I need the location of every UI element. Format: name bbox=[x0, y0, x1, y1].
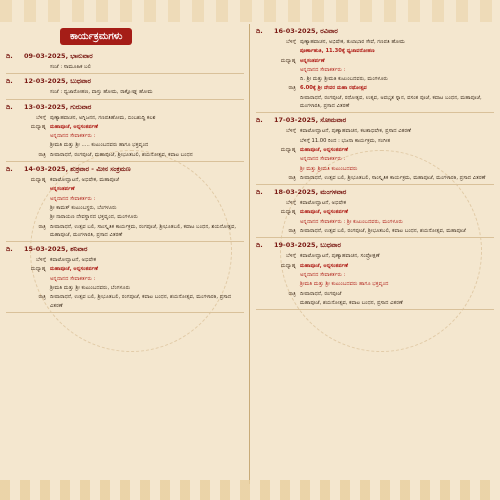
event-description: ಕವಾಟೋದ್ಘಾಟನೆ, ಅಭಿಷೇಕ, ಮಹಾಪೂಜೆ bbox=[50, 177, 120, 184]
schedule-date bbox=[256, 241, 494, 250]
event-description: ಶ್ರೀಮತಿ ಮತ್ತು ಶ್ರೀ ..... ಕುಟುಂಬದವರು ಹಾಗೂ ಭಕ್ತವೃಂದ bbox=[50, 142, 149, 149]
schedule-row bbox=[6, 63, 244, 71]
time-of-day-label bbox=[6, 88, 50, 96]
schedule-row bbox=[256, 146, 494, 154]
schedule-row bbox=[256, 94, 494, 111]
date-prefix: ದಿ. bbox=[6, 165, 13, 174]
schedule-date bbox=[6, 165, 244, 174]
time-of-day-label bbox=[6, 284, 50, 292]
section-rule bbox=[6, 241, 244, 242]
event-description: ಅನ್ನದಾನದ ಸೇವಾಕರ್ತರು : bbox=[300, 271, 346, 278]
event-description: ಶ್ರೀ ಕಾಮತ್ ಕುಟುಂಬಸ್ಥರು, ಬೆಂಗಳೂರು bbox=[50, 204, 117, 211]
time-of-day-label bbox=[6, 204, 50, 212]
event-description: ದೀಪಾರಾಧನೆ, ರಂಗಪೂಜೆ, ಮಹಾಪೂಜೆ, ಶ್ರೀಭೂತಬಲಿ, ಶಯನೋತ್ಸವ, ಕವಾಟ ಬಂಧನ bbox=[50, 151, 193, 158]
time-of-day-label: ಮಧ್ಯಾಹ್ನ bbox=[280, 209, 296, 216]
schedule-row bbox=[6, 88, 244, 96]
event-description: ಕವಾಟೋದ್ಘಾಟನೆ, ಅಭಿಷೇಕ bbox=[300, 200, 347, 207]
section-rule bbox=[6, 312, 244, 313]
event-description: ದೀಪಾರಾಧನೆ, ಉತ್ಸವ ಬಲಿ, ಶ್ರೀಭೂತಬಲಿ, ಸಾಂಸ್ಕೃತಿಕ ಕಾರ್ಯಕ್ರಮ, ಮಹಾಪೂಜೆ, ಮಂಗಳಾರತಿ, ಪ್ರಸಾದ ವಿತರಣೆ bbox=[300, 174, 486, 181]
event-description: ಅನ್ನದಾನದ ಸೇವಾಕರ್ತರು : bbox=[50, 195, 96, 202]
time-of-day-label: ಬೆಳಿಗ್ಗೆ bbox=[36, 114, 46, 121]
event-description: ಮಹಾಪೂಜೆ, ಅನ್ನಸಂತರ್ಪಣೆ bbox=[300, 146, 349, 153]
schedule-row bbox=[6, 293, 244, 310]
schedule-row bbox=[6, 265, 244, 273]
bottom-ornament-band bbox=[0, 480, 500, 500]
event-description: ಶ್ರೀ ಮತ್ತು ಶ್ರೀಮತಿ ಕುಟುಂಬದವರು bbox=[300, 165, 358, 172]
time-of-day-label: ಬೆಳಿಗ್ಗೆ bbox=[286, 128, 296, 135]
section-rule bbox=[256, 309, 494, 310]
schedule-row bbox=[6, 141, 244, 149]
schedule-row bbox=[6, 123, 244, 131]
event-description: ದೀಪಾರಾಧನೆ, ರಂಗಪೂಜೆ bbox=[300, 290, 342, 297]
schedule-row bbox=[256, 262, 494, 270]
event-description: 6.00ಕ್ಕೆ ಶ್ರೀ ದೇವರ ಮಹಾ ರಥೋತ್ಸವ bbox=[300, 85, 367, 92]
time-of-day-label: ಮಧ್ಯಾಹ್ನ bbox=[30, 177, 46, 184]
event-description: ಸಂಜೆ : ಸಾಮೂಹಿಕ ಬಲಿ bbox=[50, 64, 91, 70]
date-prefix: ದಿ. bbox=[6, 102, 13, 111]
date-text: 13-03-2025, ಗುರುವಾರ bbox=[24, 102, 92, 111]
schedule-row bbox=[6, 223, 244, 240]
schedule-row bbox=[256, 47, 494, 55]
event-description: ಮಹಾಪೂಜೆ, ಅನ್ನಸಂತರ್ಪಣೆ bbox=[50, 266, 99, 273]
schedule-date bbox=[6, 52, 244, 61]
event-description: ಕವಾಟೋದ್ಘಾಟನೆ, ಪುಣ್ಯಾಹವಾಚನ, ಕಲಶಾಭಿಷೇಕ, ಪ್ರಸಾದ ವಿತರಣೆ bbox=[300, 128, 411, 135]
schedule-row bbox=[256, 174, 494, 182]
event-description: ಪೂರ್ಣಾಹುತಿ, 11.30ಕ್ಕೆ ಧ್ವಜಾವರೋಹಣ bbox=[300, 48, 375, 55]
event-description: ಕವಾಟೋದ್ಘಾಟನೆ, ಪುಣ್ಯಾಹವಾಚನ, ಸಂಪ್ರೋಕ್ಷಣೆ bbox=[300, 253, 380, 260]
date-text: 14-03-2025, ಶುಕ್ರವಾರ - ಮೀನ ಸಂಕ್ರಮಣ bbox=[24, 165, 131, 174]
event-description: ಮಹಾಪೂಜೆ, ಅನ್ನಸಂತರ್ಪಣೆ bbox=[300, 262, 349, 269]
schedule-row bbox=[6, 185, 244, 193]
section-rule bbox=[6, 161, 244, 162]
section-rule bbox=[256, 184, 494, 185]
schedule-row bbox=[6, 151, 244, 159]
event-description: ಮಹಾಪೂಜೆ, ಅನ್ನಸಂತರ್ಪಣೆ bbox=[50, 123, 99, 130]
time-of-day-label: ಬೆಳಿಗ್ಗೆ bbox=[36, 257, 46, 264]
event-description: ಪುಣ್ಯಾಹವಾಚನ, ಅಗ್ನಿಜನನ, ಗಣಪತಿಹೋಮ, ಬಿಂಬಶುದ್ಧಿ ಕಲಶ bbox=[50, 114, 156, 121]
event-description: ಮಹಾಪೂಜೆ, ಅನ್ನಸಂತರ್ಪಣೆ bbox=[300, 209, 349, 216]
event-description: ದೀಪಾರಾಧನೆ, ರಂಗಪೂಜೆ, ರಥೋತ್ಸವ, ಉತ್ಸವ, ಅವಭೃತ ಸ್ನಾನ, ವಸಂತ ಪೂಜೆ, ಕವಾಟ ಬಂಧನ, ಮಹಾಪೂಜೆ, ಮಂಗಳಾರತಿ, ಪ್ರಸಾದ ವಿತರಣೆ bbox=[300, 94, 482, 110]
schedule-row bbox=[256, 299, 494, 307]
event-description: ದೀಪಾರಾಧನೆ, ಉತ್ಸವ ಬಲಿ, ಸಾಂಸ್ಕೃತಿಕ ಕಾರ್ಯಕ್ರಮ, ರಂಗಪೂಜೆ, ಶ್ರೀಭೂತಬಲಿ, ಕವಾಟ ಬಂಧನ, ಶಯನೋತ್ಸವ, ಮಹಾಪೂಜೆ, ಮಂಗಳಾರತಿ, ಪ್ರಸಾದ ವಿತರಣೆ bbox=[50, 223, 237, 238]
event-description: ಕವಾಟೋದ್ಘಾಟನೆ, ಅಭಿಷೇಕ bbox=[50, 257, 97, 264]
event-description: ಶ್ರೀಮತಿ ಮತ್ತು ಶ್ರೀ ಕುಟುಂಬದವರು ಹಾಗೂ ಭಕ್ತವೃಂದ bbox=[300, 281, 389, 288]
date-prefix: ದಿ. bbox=[256, 188, 263, 197]
event-description: ಬೆಳಿಗ್ಗೆ 11.00 ರಿಂದ : ಭಜನಾ ಕಾರ್ಯಕ್ರಮ, ಸಂಗೀತ bbox=[300, 137, 391, 144]
date-prefix: ದಿ. bbox=[256, 116, 263, 125]
schedule-row bbox=[6, 213, 244, 221]
event-description: ದೀಪಾರಾಧನೆ, ಉತ್ಸವ ಬಲಿ, ಶ್ರೀಭೂತಬಲಿ, ರಂಗಪೂಜೆ, ಕವಾಟ ಬಂಧನ, ಶಯನೋತ್ಸವ, ಮಂಗಳಾರತಿ, ಪ್ರಸಾದ ವಿತರಣೆ bbox=[50, 294, 232, 309]
schedule-row bbox=[256, 252, 494, 260]
time-of-day-label: ರಾತ್ರಿ bbox=[288, 174, 296, 181]
schedule-row bbox=[256, 66, 494, 74]
time-of-day-label bbox=[256, 94, 300, 111]
schedule-row bbox=[256, 227, 494, 235]
time-of-day-label: ಮಧ್ಯಾಹ್ನ bbox=[280, 57, 296, 64]
time-of-day-label: ರಾತ್ರಿ bbox=[288, 228, 296, 235]
schedule-row bbox=[6, 195, 244, 203]
top-ornament-band bbox=[0, 0, 500, 22]
time-of-day-label bbox=[6, 141, 50, 149]
schedule-row bbox=[6, 132, 244, 140]
time-of-day-label: ಬೆಳಿಗ್ಗೆ bbox=[286, 253, 296, 260]
schedule-row bbox=[256, 127, 494, 135]
time-of-day-label bbox=[6, 213, 50, 221]
schedule-date bbox=[256, 27, 494, 36]
time-of-day-label bbox=[256, 280, 300, 288]
time-of-day-label: ಮಧ್ಯಾಹ್ನ bbox=[280, 262, 296, 269]
time-of-day-label bbox=[256, 218, 300, 226]
section-rule bbox=[256, 112, 494, 113]
time-of-day-label bbox=[256, 299, 300, 307]
schedule-row bbox=[6, 204, 244, 212]
event-description: ಅನ್ನಸಂತರ್ಪಣೆ bbox=[50, 186, 75, 193]
event-description: ಅನ್ನದಾನದ ಸೇವಾಕರ್ತರು : ಶ್ರೀ ಕುಟುಂಬದವರು, ಮಂಗಳೂರು bbox=[300, 218, 403, 225]
schedule-row bbox=[256, 137, 494, 145]
time-of-day-label bbox=[6, 195, 50, 203]
date-prefix: ದಿ. bbox=[6, 52, 13, 60]
event-description: ಅನ್ನದಾನದ ಸೇವಾಕರ್ತರು : bbox=[300, 156, 346, 163]
schedule-row bbox=[256, 199, 494, 207]
time-of-day-label bbox=[6, 185, 50, 193]
date-text: 17-03-2025, ಸೋಮವಾರ bbox=[274, 116, 347, 125]
event-description: ಅನ್ನದಾನದ ಸೇವಾಕರ್ತರು : bbox=[300, 66, 346, 73]
event-description: ಶ್ರೀ ನಾರಾಯಣ ದೇವಸ್ಥಾನದ ಭಕ್ತವೃಂದ, ಮಂಗಳೂರು bbox=[50, 214, 138, 221]
time-of-day-label: ಮಧ್ಯಾಹ್ನ bbox=[30, 123, 46, 130]
schedule-row bbox=[6, 114, 244, 122]
date-text: 16-03-2025, ರವಿವಾರ bbox=[274, 27, 338, 35]
event-description: ಅನ್ನದಾನದ ಸೇವಾಕರ್ತರು : bbox=[50, 275, 96, 282]
schedule-row bbox=[256, 38, 494, 46]
left-column bbox=[6, 24, 244, 315]
time-of-day-label bbox=[6, 132, 50, 140]
time-of-day-label: ಮಧ್ಯಾಹ್ನ bbox=[30, 266, 46, 273]
date-prefix: ದಿ. bbox=[256, 27, 263, 35]
date-text: 12-03-2025, ಬುಧವಾರ bbox=[24, 77, 91, 86]
schedule-row bbox=[6, 176, 244, 184]
time-of-day-label: ರಾತ್ರಿ bbox=[38, 223, 46, 230]
schedule-row bbox=[6, 284, 244, 292]
time-of-day-label: ಬೆಳಿಗ್ಗೆ bbox=[286, 200, 296, 207]
schedule-row bbox=[256, 57, 494, 65]
event-description: ದಿ. ಶ್ರೀ ಮತ್ತು ಶ್ರೀಮತಿ ಕುಟುಂಬದವರು, ಮಂಗಳೂರು bbox=[300, 76, 388, 83]
time-of-day-label bbox=[6, 275, 50, 283]
event-description: ಅನ್ನಸಂತರ್ಪಣೆ bbox=[300, 57, 325, 64]
event-description: ಅನ್ನದಾನದ ಸೇವಾಕರ್ತರು : bbox=[50, 133, 96, 140]
time-of-day-label bbox=[256, 271, 300, 279]
event-description: ಸಂಜೆ : ಧ್ವಜಾರೋಹಣ, ವಾಸ್ತು ಹೋಮ, ರಾಕ್ಷೋಘ್ನ ಹೋಮ bbox=[50, 89, 153, 96]
right-column bbox=[256, 24, 494, 312]
schedule-date bbox=[6, 77, 244, 86]
schedule-date bbox=[6, 103, 244, 112]
page-title: ಕಾರ್ಯಕ್ರಮಗಳು bbox=[60, 28, 132, 45]
section-rule bbox=[6, 99, 244, 100]
schedule-date bbox=[256, 188, 494, 197]
time-of-day-label: ರಾತ್ರಿ bbox=[288, 290, 296, 297]
column-divider bbox=[249, 24, 250, 484]
schedule-row bbox=[6, 275, 244, 283]
schedule-date bbox=[256, 116, 494, 125]
date-prefix: ದಿ. bbox=[6, 245, 13, 254]
schedule-row bbox=[256, 155, 494, 163]
time-of-day-label bbox=[6, 63, 50, 71]
date-prefix: ದಿ. bbox=[6, 77, 13, 86]
event-description: ಪುಣ್ಯಾಹವಾಚನ, ಅಭಿಷೇಕ, ತುಲಾಭಾರ ಸೇವೆ, ಗಣಪತಿ ಹೋಮ bbox=[300, 39, 405, 45]
time-of-day-label: ಬೆಳಿಗ್ಗೆ bbox=[286, 39, 296, 45]
time-of-day-label: ರಾತ್ರಿ bbox=[38, 151, 46, 158]
schedule-date bbox=[6, 245, 244, 254]
schedule-row bbox=[256, 271, 494, 279]
time-of-day-label bbox=[256, 75, 300, 83]
date-prefix: ದಿ. bbox=[256, 241, 263, 250]
schedule-row bbox=[256, 165, 494, 173]
section-rule bbox=[6, 73, 244, 74]
section-rule bbox=[256, 237, 494, 238]
time-of-day-label: ರಾತ್ರಿ bbox=[288, 85, 296, 92]
schedule-row bbox=[6, 256, 244, 264]
date-text: 09-03-2025, ಭಾನುವಾರ bbox=[24, 52, 93, 60]
time-of-day-label: ಮಧ್ಯಾಹ್ನ bbox=[280, 146, 296, 153]
schedule-row bbox=[256, 218, 494, 226]
schedule-row bbox=[256, 84, 494, 92]
time-of-day-label bbox=[256, 155, 300, 163]
event-description: ಶ್ರೀಮತಿ ಮತ್ತು ಶ್ರೀ ಕುಟುಂಬದವರು, ಬೆಂಗಳೂರು bbox=[50, 285, 131, 292]
event-description: ದೀಪಾರಾಧನೆ, ಉತ್ಸವ ಬಲಿ, ರಂಗಪೂಜೆ, ಶ್ರೀಭೂತಬಲಿ, ಕವಾಟ ಬಂಧನ, ಶಯನೋತ್ಸವ, ಮಹಾಪೂಜೆ bbox=[300, 228, 466, 235]
time-of-day-label bbox=[256, 137, 300, 145]
schedule-row bbox=[256, 208, 494, 216]
time-of-day-label: ರಾತ್ರಿ bbox=[38, 294, 46, 301]
schedule-row bbox=[256, 280, 494, 288]
time-of-day-label bbox=[256, 47, 300, 55]
schedule-row bbox=[256, 290, 494, 298]
date-text: 15-03-2025, ಶನಿವಾರ bbox=[24, 245, 88, 254]
date-text: 19-03-2025, ಬುಧವಾರ bbox=[274, 241, 341, 250]
date-text: 18-03-2025, ಮಂಗಳವಾರ bbox=[274, 188, 347, 197]
time-of-day-label bbox=[256, 66, 300, 74]
event-description: ಮಹಾಪೂಜೆ, ಶಯನೋತ್ಸವ, ಕವಾಟ ಬಂಧನ, ಪ್ರಸಾದ ವಿತರಣೆ bbox=[300, 299, 403, 306]
schedule-row bbox=[256, 75, 494, 83]
time-of-day-label bbox=[256, 165, 300, 173]
